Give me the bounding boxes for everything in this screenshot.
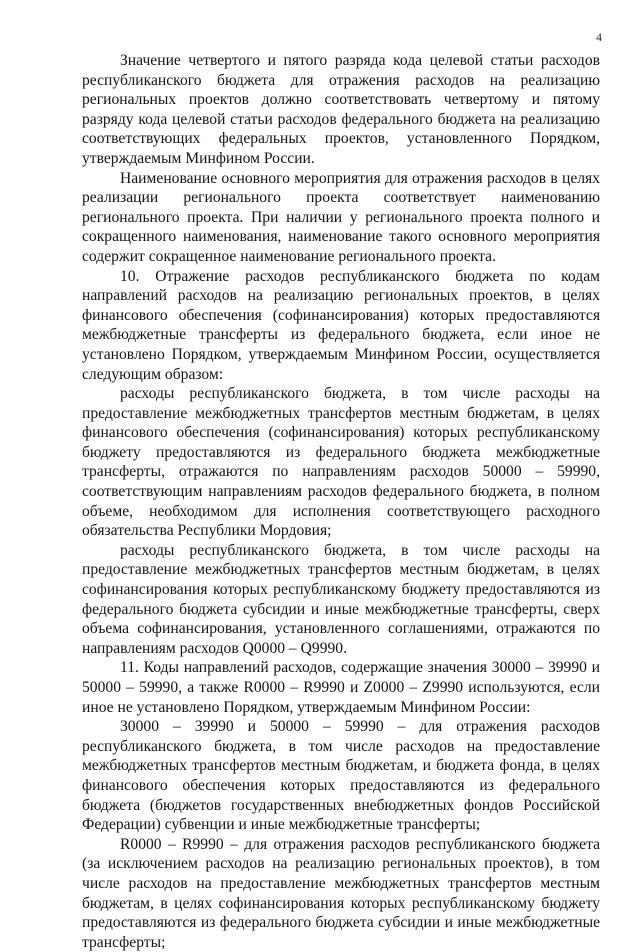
document-body	[82, 51, 600, 952]
paragraph: R0000 – R9990 – для отражения расходов республиканского бюджета (за исключением расходов на реализацию региональных проектов), в том числе расходов на предоставление межбюджетных трансфертов местным бюджетам, в целях софинансирования которых республиканскому бюджету предоставляются из федерального бюджета субсидии и иные межбюджетные трансферты;	[82, 835, 600, 951]
paragraph: расходы республиканского бюджета, в том числе расходы на предоставление межбюджетных трансфертов местным бюджетам, в целях финансового обеспечения (софинансирования) которых республиканскому бюджету предоставляются из федерального бюджета межбюджетные трансферты, отражаются по направлениям расходов 50000 – 59990, соответствующим направлениям расходов федерального бюджета, в полном объеме, необходимом для исполнения соответствующего расходного обязательства Республики Мордовия;	[82, 385, 600, 540]
paragraph: расходы республиканского бюджета, в том числе расходы на предоставление межбюджетных трансфертов местным бюджетам, в целях софинансирования которых республиканскому бюджету предоставляются из федерального бюджета субсидии и иные межбюджетные трансферты, сверх объема софинансирования, установленного соглашениями, отражаются по направлениям расходов Q0000 – Q9990.	[82, 541, 600, 657]
page-number: 4	[596, 30, 602, 44]
paragraph: 10. Отражение расходов республиканского бюджета по кодам направлений расходов на реализацию региональных проектов, в целях финансового обеспечения (софинансирования) которых предоставляются межбюджетные трансферты из федерального бюджета, если иное не установлено Порядком, утверждаемым Минфином России, осуществляется следующим образом:	[82, 267, 600, 383]
paragraph: 30000 – 39990 и 50000 – 59990 – для отражения расходов республиканского бюджета, в том числе расходов на предоставление межбюджетных трансфертов местным бюджетам, и бюджета фонда, в целях финансового обеспечения которых предоставляются из федерального бюджета (бюджетов государственных внебюджетных фондов Российской Федерации) субвенции и иные межбюджетные трансферты;	[82, 718, 600, 834]
paragraph: 11. Коды направлений расходов, содержащие значения 30000 – 39990 и 50000 – 59990, а также R0000 – R9990 и Z0000 – Z9990 используются, если иное не установлено Порядком, утверждаемым Минфином России:	[82, 659, 600, 716]
paragraph: Значение четвертого и пятого разряда кода целевой статьи расходов республиканского бюджета для отражения расходов на реализацию региональных проектов должно соответствовать четвертому и пятому разряду кода целевой статьи расходов федерального бюджета на реализацию соответствующих федеральных проектов, установленного Порядком, утверждаемым Минфином России.	[82, 52, 600, 167]
paragraph: Наименование основного мероприятия для отражения расходов в целях реализации регионального проекта соответствует наименованию регионального проекта. При наличии у регионального проекта полного и сокращенного наименования, наименование такого основного мероприятия содержит сокращенное наименование регионального проекта.	[82, 169, 600, 265]
